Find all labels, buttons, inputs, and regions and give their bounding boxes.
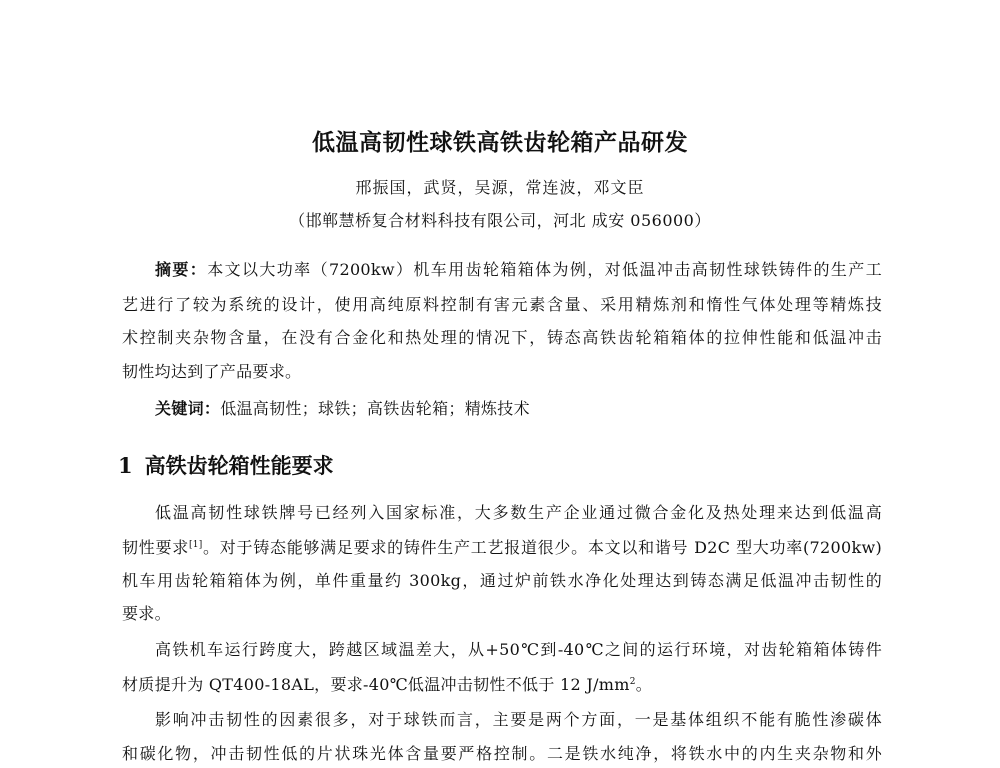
body-line: 和碳化物，冲击韧性低的片状珠光体含量要严格控制。二是铁水纯净，将铁水中的内生夹杂物和外	[122, 744, 882, 763]
citation-ref[interactable]: [1]	[188, 540, 203, 550]
author-list: 邢振国，武贤，吴源，常连波，邓文臣	[355, 178, 645, 197]
body-line: 低温高韧性球铁牌号已经列入国家标准，大多数生产企业通过微合金化及热处理来达到低温高	[155, 503, 882, 522]
section-title: 高铁齿轮箱性能要求	[144, 454, 334, 478]
body-line: 影响冲击韧性的因素很多，对于球铁而言，主要是两个方面，一是基体组织不能有脆性渗碳体	[155, 710, 882, 729]
keywords-line	[155, 396, 882, 419]
body-line: 要求。	[122, 604, 171, 623]
abstract-line-2: 艺进行了较为系统的设计，使用高纯原料控制有害元素含量、采用精炼剂和惰性气体处理等精炼技	[122, 295, 882, 314]
body-line: 韧性要求[1]。对于铸态能够满足要求的铸件生产工艺报道很少。本文以和谐号 D2C 型大功率(7200kw)	[122, 538, 882, 557]
abstract-line-4: 韧性均达到了产品要求。	[122, 362, 302, 381]
keywords-label: 关键词：	[155, 399, 221, 418]
body-line: 高铁机车运行跨度大，跨越区域温差大，从+50℃到-40℃之间的运行环境，对齿轮箱箱体铸件	[155, 640, 882, 659]
abstract-line-1: 摘要：本文以大功率（7200kw）机车用齿轮箱箱体为例，对低温冲击高韧性球铁铸件的生产工	[155, 260, 882, 279]
body-line: 材质提升为 QT400-18AL，要求-40℃低温冲击韧性不低于 12 $J/mm^2$。	[122, 675, 653, 694]
section-heading	[118, 450, 334, 480]
abstract-line-3: 术控制夹杂物含量，在没有合金化和热处理的情况下，铸态高铁齿轮箱箱体的拉伸性能和低温冲击	[122, 328, 882, 347]
superscript: 2	[629, 677, 636, 687]
paper-title: 低温高韧性球铁高铁齿轮箱产品研发	[312, 130, 688, 156]
section-number: 1	[118, 453, 133, 478]
abstract-label: 摘要：	[155, 260, 208, 279]
affiliation: （邯郸慧桥复合材料科技有限公司，河北 成安 056000）	[289, 211, 711, 230]
body-line: 机车用齿轮箱箱体为例，单件重量约 300kg，通过炉前铁水净化处理达到铸态满足低温冲击韧性的	[122, 571, 882, 590]
keywords-text: 低温高韧性；球铁；高铁齿轮箱；精炼技术	[220, 399, 530, 418]
